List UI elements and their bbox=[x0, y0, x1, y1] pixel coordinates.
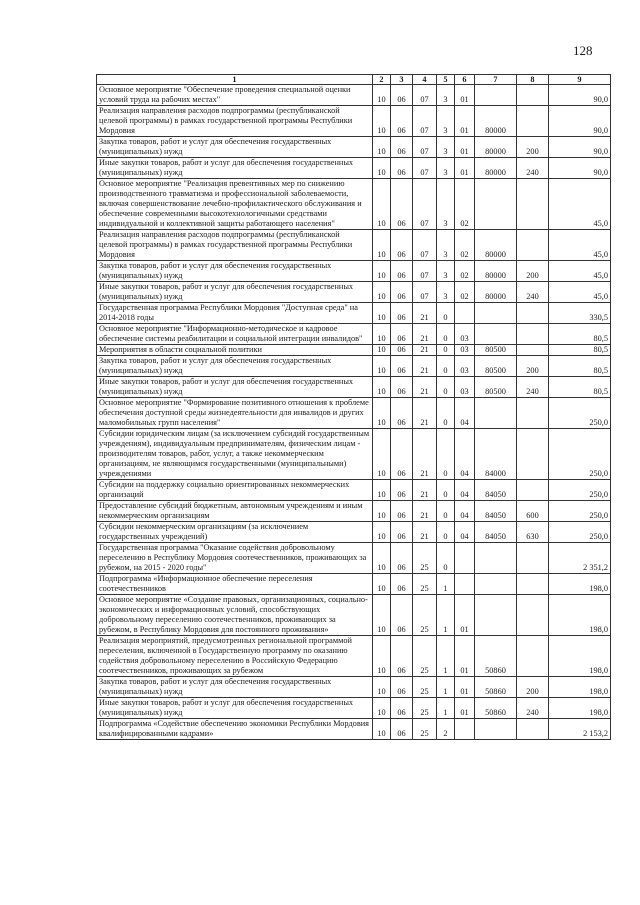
amount: 80,5 bbox=[549, 345, 611, 356]
section-code: 10 bbox=[373, 522, 391, 543]
direction-code: 80500 bbox=[475, 356, 517, 377]
section-code: 10 bbox=[373, 356, 391, 377]
direction-code: 80500 bbox=[475, 377, 517, 398]
page-number: 128 bbox=[573, 43, 593, 58]
event-code: 04 bbox=[455, 398, 475, 429]
amount: 80,5 bbox=[549, 356, 611, 377]
subsection-code: 06 bbox=[391, 377, 413, 398]
section-code: 10 bbox=[373, 698, 391, 719]
row-description: Закупка товаров, работ и услуг для обеспечения государственных (муниципальных) нужд bbox=[97, 261, 373, 282]
header-cell: 7 bbox=[475, 75, 517, 85]
subsection-code: 06 bbox=[391, 501, 413, 522]
amount: 250,0 bbox=[549, 522, 611, 543]
subsection-code: 06 bbox=[391, 356, 413, 377]
program-code: 07 bbox=[413, 106, 437, 137]
subsection-code: 06 bbox=[391, 636, 413, 677]
direction-code: 80000 bbox=[475, 261, 517, 282]
expense-type-code bbox=[517, 85, 549, 106]
table-row bbox=[97, 106, 611, 137]
event-code bbox=[455, 574, 475, 595]
amount: 45,0 bbox=[549, 282, 611, 303]
direction-code: 84000 bbox=[475, 429, 517, 480]
subprogram-code: 0 bbox=[437, 501, 455, 522]
amount: 80,5 bbox=[549, 324, 611, 345]
program-code: 07 bbox=[413, 282, 437, 303]
program-code: 25 bbox=[413, 574, 437, 595]
event-code: 04 bbox=[455, 480, 475, 501]
row-description: Субсидии на поддержку социально ориентированных некоммерческих организаций bbox=[97, 480, 373, 501]
row-description: Закупка товаров, работ и услуг для обеспечения государственных (муниципальных) нужд bbox=[97, 137, 373, 158]
table-row bbox=[97, 303, 611, 324]
amount: 250,0 bbox=[549, 501, 611, 522]
table-row bbox=[97, 261, 611, 282]
amount: 90,0 bbox=[549, 158, 611, 179]
event-code: 01 bbox=[455, 595, 475, 636]
table-row bbox=[97, 595, 611, 636]
table-row bbox=[97, 85, 611, 106]
expense-type-code bbox=[517, 595, 549, 636]
section-code: 10 bbox=[373, 429, 391, 480]
subprogram-code: 0 bbox=[437, 356, 455, 377]
subprogram-code: 1 bbox=[437, 636, 455, 677]
amount: 250,0 bbox=[549, 398, 611, 429]
table-row bbox=[97, 282, 611, 303]
expense-type-code: 240 bbox=[517, 282, 549, 303]
event-code: 03 bbox=[455, 345, 475, 356]
header-cell: 8 bbox=[517, 75, 549, 85]
subprogram-code: 3 bbox=[437, 282, 455, 303]
subsection-code: 06 bbox=[391, 85, 413, 106]
event-code: 04 bbox=[455, 429, 475, 480]
row-description: Основное мероприятие "Реализация превентивных мер по снижению производственного травматизма и профессиональной заболеваемости, включая совершенствование лечебно-профилактического обслуживания и обеспечение современными высокотехнологичными средствами индивидуальной и коллективной защиты работающего населения" bbox=[97, 179, 373, 230]
subsection-code: 06 bbox=[391, 261, 413, 282]
table-header-row bbox=[97, 75, 611, 85]
subprogram-code: 1 bbox=[437, 677, 455, 698]
subprogram-code: 1 bbox=[437, 595, 455, 636]
subprogram-code: 3 bbox=[437, 179, 455, 230]
program-code: 25 bbox=[413, 677, 437, 698]
subsection-code: 06 bbox=[391, 677, 413, 698]
header-cell: 9 bbox=[549, 75, 611, 85]
program-code: 21 bbox=[413, 501, 437, 522]
subprogram-code: 0 bbox=[437, 345, 455, 356]
direction-code bbox=[475, 719, 517, 740]
row-description: Подпрограмма «Содействие обеспечению экономики Республики Мордовия квалифицированными кадрами» bbox=[97, 719, 373, 740]
subsection-code: 06 bbox=[391, 345, 413, 356]
row-description: Субсидии некоммерческим организациям (за исключением государственных учреждений) bbox=[97, 522, 373, 543]
row-description: Иные закупки товаров, работ и услуг для обеспечения государственных (муниципальных) нужд bbox=[97, 282, 373, 303]
program-code: 21 bbox=[413, 345, 437, 356]
expense-type-code bbox=[517, 574, 549, 595]
direction-code bbox=[475, 324, 517, 345]
table-row bbox=[97, 398, 611, 429]
program-code: 07 bbox=[413, 85, 437, 106]
program-code: 25 bbox=[413, 543, 437, 574]
program-code: 21 bbox=[413, 303, 437, 324]
event-code: 02 bbox=[455, 230, 475, 261]
table-row bbox=[97, 677, 611, 698]
subprogram-code: 3 bbox=[437, 158, 455, 179]
table-row bbox=[97, 698, 611, 719]
expense-type-code: 200 bbox=[517, 677, 549, 698]
expense-type-code bbox=[517, 230, 549, 261]
row-description: Мероприятия в области социальной политики bbox=[97, 345, 373, 356]
section-code: 10 bbox=[373, 106, 391, 137]
table-row bbox=[97, 543, 611, 574]
row-description: Закупка товаров, работ и услуг для обеспечения государственных (муниципальных) нужд bbox=[97, 356, 373, 377]
direction-code: 80000 bbox=[475, 230, 517, 261]
direction-code bbox=[475, 179, 517, 230]
row-description: Иные закупки товаров, работ и услуг для обеспечения государственных (муниципальных) нужд bbox=[97, 158, 373, 179]
section-code: 10 bbox=[373, 85, 391, 106]
amount: 198,0 bbox=[549, 574, 611, 595]
table-row bbox=[97, 480, 611, 501]
section-code: 10 bbox=[373, 480, 391, 501]
row-description: Основное мероприятие "Формирование позитивного отношения к проблеме обеспечения доступной среды жизнедеятельности для инвалидов и других маломобильных групп населения" bbox=[97, 398, 373, 429]
subprogram-code: 3 bbox=[437, 137, 455, 158]
header-cell: 4 bbox=[413, 75, 437, 85]
program-code: 07 bbox=[413, 230, 437, 261]
amount: 198,0 bbox=[549, 677, 611, 698]
subsection-code: 06 bbox=[391, 137, 413, 158]
subsection-code: 06 bbox=[391, 282, 413, 303]
expense-type-code: 200 bbox=[517, 261, 549, 282]
amount: 330,5 bbox=[549, 303, 611, 324]
section-code: 10 bbox=[373, 501, 391, 522]
row-description: Предоставление субсидий бюджетным, автономным учреждениям и иным некоммерческим организациям bbox=[97, 501, 373, 522]
subprogram-code: 0 bbox=[437, 522, 455, 543]
subprogram-code: 0 bbox=[437, 303, 455, 324]
row-description: Закупка товаров, работ и услуг для обеспечения государственных (муниципальных) нужд bbox=[97, 677, 373, 698]
subprogram-code: 3 bbox=[437, 106, 455, 137]
amount: 90,0 bbox=[549, 85, 611, 106]
table-row bbox=[97, 230, 611, 261]
expense-type-code bbox=[517, 324, 549, 345]
subprogram-code: 0 bbox=[437, 543, 455, 574]
program-code: 25 bbox=[413, 698, 437, 719]
event-code bbox=[455, 719, 475, 740]
direction-code bbox=[475, 543, 517, 574]
amount: 90,0 bbox=[549, 137, 611, 158]
event-code: 01 bbox=[455, 698, 475, 719]
subprogram-code: 0 bbox=[437, 398, 455, 429]
event-code: 04 bbox=[455, 522, 475, 543]
event-code: 02 bbox=[455, 261, 475, 282]
section-code: 10 bbox=[373, 574, 391, 595]
subsection-code: 06 bbox=[391, 158, 413, 179]
header-cell: 6 bbox=[455, 75, 475, 85]
table-row bbox=[97, 574, 611, 595]
expense-type-code: 240 bbox=[517, 158, 549, 179]
table-row bbox=[97, 377, 611, 398]
event-code: 01 bbox=[455, 85, 475, 106]
section-code: 10 bbox=[373, 677, 391, 698]
row-description: Основное мероприятие "Информационно-методическое и кадровое обеспечение системы реабилитации и социальной интеграции инвалидов" bbox=[97, 324, 373, 345]
expense-type-code bbox=[517, 636, 549, 677]
amount: 198,0 bbox=[549, 595, 611, 636]
row-description: Государственная программа Республики Мордовия "Доступная среда" на 2014-2018 годы bbox=[97, 303, 373, 324]
expense-type-code bbox=[517, 429, 549, 480]
expense-type-code bbox=[517, 543, 549, 574]
expense-type-code bbox=[517, 106, 549, 137]
subprogram-code: 3 bbox=[437, 230, 455, 261]
event-code: 01 bbox=[455, 137, 475, 158]
direction-code: 50860 bbox=[475, 636, 517, 677]
program-code: 21 bbox=[413, 377, 437, 398]
program-code: 07 bbox=[413, 261, 437, 282]
expense-type-code: 240 bbox=[517, 698, 549, 719]
event-code bbox=[455, 303, 475, 324]
direction-code: 80500 bbox=[475, 345, 517, 356]
table-row bbox=[97, 137, 611, 158]
subsection-code: 06 bbox=[391, 324, 413, 345]
event-code: 03 bbox=[455, 356, 475, 377]
section-code: 10 bbox=[373, 230, 391, 261]
program-code: 21 bbox=[413, 356, 437, 377]
event-code: 02 bbox=[455, 282, 475, 303]
row-description: Иные закупки товаров, работ и услуг для обеспечения государственных (муниципальных) нужд bbox=[97, 377, 373, 398]
amount: 198,0 bbox=[549, 636, 611, 677]
direction-code bbox=[475, 595, 517, 636]
event-code: 01 bbox=[455, 106, 475, 137]
amount: 198,0 bbox=[549, 698, 611, 719]
row-description: Основное мероприятие "Обеспечение проведения специальной оценки условий труда на рабочих местах" bbox=[97, 85, 373, 106]
event-code: 04 bbox=[455, 501, 475, 522]
amount: 2 153,2 bbox=[549, 719, 611, 740]
expense-type-code bbox=[517, 398, 549, 429]
table-row bbox=[97, 324, 611, 345]
amount: 250,0 bbox=[549, 429, 611, 480]
direction-code bbox=[475, 574, 517, 595]
subsection-code: 06 bbox=[391, 595, 413, 636]
subprogram-code: 3 bbox=[437, 261, 455, 282]
expense-type-code: 200 bbox=[517, 356, 549, 377]
subsection-code: 06 bbox=[391, 230, 413, 261]
amount: 250,0 bbox=[549, 480, 611, 501]
event-code bbox=[455, 543, 475, 574]
row-description: Государственная программа "Оказание содействия добровольному переселению в Республику Мордовия соотечественников, проживающих за рубежом, на 2015 - 2020 годы" bbox=[97, 543, 373, 574]
expense-type-code: 630 bbox=[517, 522, 549, 543]
section-code: 10 bbox=[373, 636, 391, 677]
header-cell: 5 bbox=[437, 75, 455, 85]
table-row bbox=[97, 158, 611, 179]
row-description: Реализация мероприятий, предусмотренных региональной программой переселения, включенной в Государственную программу по оказанию содействия добровольному переселению в Российскую Федерацию соотечественников, проживающих за рубежом bbox=[97, 636, 373, 677]
expense-type-code bbox=[517, 719, 549, 740]
direction-code: 84050 bbox=[475, 501, 517, 522]
table-row bbox=[97, 636, 611, 677]
subsection-code: 06 bbox=[391, 574, 413, 595]
direction-code bbox=[475, 303, 517, 324]
row-description: Основное мероприятие «Создание правовых, организационных, социально-экономических и информационных условий, способствующих добровольному переселению соотечественников, проживающих за рубежом, в Республику Мордовия для постоянного проживания» bbox=[97, 595, 373, 636]
event-code: 03 bbox=[455, 324, 475, 345]
program-code: 21 bbox=[413, 324, 437, 345]
section-code: 10 bbox=[373, 282, 391, 303]
direction-code: 80000 bbox=[475, 282, 517, 303]
program-code: 21 bbox=[413, 522, 437, 543]
subsection-code: 06 bbox=[391, 106, 413, 137]
direction-code bbox=[475, 398, 517, 429]
table-row bbox=[97, 179, 611, 230]
program-code: 07 bbox=[413, 137, 437, 158]
subsection-code: 06 bbox=[391, 698, 413, 719]
program-code: 07 bbox=[413, 158, 437, 179]
direction-code: 84050 bbox=[475, 480, 517, 501]
section-code: 10 bbox=[373, 261, 391, 282]
amount: 2 351,2 bbox=[549, 543, 611, 574]
expense-type-code: 240 bbox=[517, 377, 549, 398]
program-code: 21 bbox=[413, 480, 437, 501]
section-code: 10 bbox=[373, 345, 391, 356]
section-code: 10 bbox=[373, 377, 391, 398]
amount: 90,0 bbox=[549, 106, 611, 137]
section-code: 10 bbox=[373, 158, 391, 179]
budget-table bbox=[96, 74, 611, 740]
event-code: 02 bbox=[455, 179, 475, 230]
event-code: 01 bbox=[455, 677, 475, 698]
header-cell: 3 bbox=[391, 75, 413, 85]
subprogram-code: 1 bbox=[437, 698, 455, 719]
header-cell: 1 bbox=[97, 75, 373, 85]
event-code: 01 bbox=[455, 636, 475, 677]
table-row bbox=[97, 501, 611, 522]
amount: 45,0 bbox=[549, 261, 611, 282]
row-description: Иные закупки товаров, работ и услуг для обеспечения государственных (муниципальных) нужд bbox=[97, 698, 373, 719]
subsection-code: 06 bbox=[391, 719, 413, 740]
section-code: 10 bbox=[373, 595, 391, 636]
subsection-code: 06 bbox=[391, 522, 413, 543]
direction-code bbox=[475, 85, 517, 106]
section-code: 10 bbox=[373, 398, 391, 429]
expense-type-code bbox=[517, 303, 549, 324]
section-code: 10 bbox=[373, 179, 391, 230]
subprogram-code: 0 bbox=[437, 480, 455, 501]
subprogram-code: 3 bbox=[437, 85, 455, 106]
subprogram-code: 2 bbox=[437, 719, 455, 740]
subprogram-code: 0 bbox=[437, 429, 455, 480]
row-description: Реализация направления расходов подпрограммы (республиканской целевой программы) в рамках государственной программы Республики Мордовия bbox=[97, 230, 373, 261]
event-code: 03 bbox=[455, 377, 475, 398]
section-code: 10 bbox=[373, 137, 391, 158]
section-code: 10 bbox=[373, 303, 391, 324]
amount: 45,0 bbox=[549, 230, 611, 261]
subsection-code: 06 bbox=[391, 543, 413, 574]
section-code: 10 bbox=[373, 324, 391, 345]
program-code: 25 bbox=[413, 719, 437, 740]
table-row bbox=[97, 345, 611, 356]
expense-type-code: 200 bbox=[517, 137, 549, 158]
row-description: Подпрограмма «Информационное обеспечение переселения соотечественников bbox=[97, 574, 373, 595]
program-code: 25 bbox=[413, 636, 437, 677]
row-description: Реализация направления расходов подпрограммы (республиканской целевой программы) в рамках государственной программы Республики Мордовия bbox=[97, 106, 373, 137]
subsection-code: 06 bbox=[391, 429, 413, 480]
subprogram-code: 0 bbox=[437, 324, 455, 345]
amount: 80,5 bbox=[549, 377, 611, 398]
expense-type-code: 600 bbox=[517, 501, 549, 522]
direction-code: 80000 bbox=[475, 158, 517, 179]
table-row bbox=[97, 429, 611, 480]
program-code: 25 bbox=[413, 595, 437, 636]
amount: 45,0 bbox=[549, 179, 611, 230]
subsection-code: 06 bbox=[391, 179, 413, 230]
section-code: 10 bbox=[373, 543, 391, 574]
row-description: Субсидии юридическим лицам (за исключением субсидий государственным учреждениям), индивидуальным предпринимателям, физическим лицам - производителям товаров, работ, услуг, а также некоммерческим организациям, не являющимся государственными (муниципальными) учреждениями bbox=[97, 429, 373, 480]
direction-code: 50860 bbox=[475, 677, 517, 698]
expense-type-code bbox=[517, 480, 549, 501]
subprogram-code: 0 bbox=[437, 377, 455, 398]
header-cell: 2 bbox=[373, 75, 391, 85]
section-code: 10 bbox=[373, 719, 391, 740]
program-code: 07 bbox=[413, 179, 437, 230]
direction-code: 50860 bbox=[475, 698, 517, 719]
direction-code: 80000 bbox=[475, 137, 517, 158]
subprogram-code: 1 bbox=[437, 574, 455, 595]
expense-type-code bbox=[517, 179, 549, 230]
direction-code: 84050 bbox=[475, 522, 517, 543]
program-code: 21 bbox=[413, 429, 437, 480]
subsection-code: 06 bbox=[391, 303, 413, 324]
subsection-code: 06 bbox=[391, 480, 413, 501]
table-row bbox=[97, 356, 611, 377]
table-row bbox=[97, 522, 611, 543]
event-code: 01 bbox=[455, 158, 475, 179]
program-code: 21 bbox=[413, 398, 437, 429]
direction-code: 80000 bbox=[475, 106, 517, 137]
table-row bbox=[97, 719, 611, 740]
expense-type-code bbox=[517, 345, 549, 356]
subsection-code: 06 bbox=[391, 398, 413, 429]
